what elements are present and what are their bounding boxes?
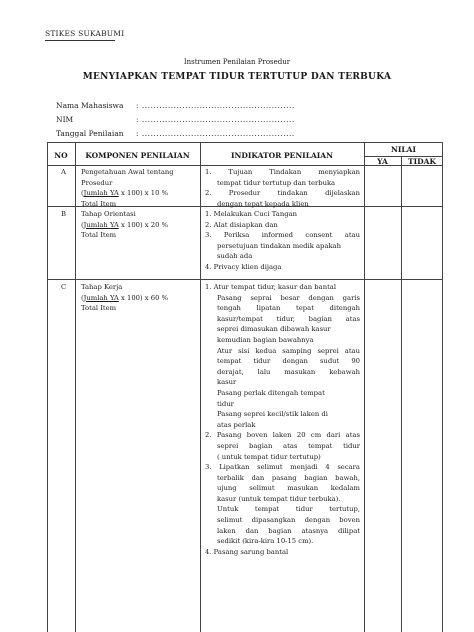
row-b-component — [81, 209, 199, 241]
indicator-line: Pasang seprai besar dengan garis — [217, 293, 360, 302]
header-no: NO — [54, 151, 68, 160]
header-score: NILAI — [391, 145, 416, 154]
indicator-line: tempat tidur tertutup dan terbuka — [217, 178, 336, 187]
row-c-component — [81, 282, 199, 314]
indicator-line: Pasang perlak ditengah tempat — [217, 388, 325, 397]
indicator-line: sedikit (kira-kira 10-15 cm). — [217, 537, 314, 546]
document-subtitle: Instrumen Penilaian Prosedur — [183, 58, 291, 66]
indicator-line: seprei dimasukan dibawah kasur — [217, 325, 331, 334]
indicator-line: 2. Pasang boven laken 20 cm dari atas — [205, 431, 360, 440]
col-divider — [364, 142, 365, 632]
indicator-line: persetujuan tindakan medik apakah — [217, 241, 341, 250]
header-indicator: INDIKATOR PENILAIAN — [231, 151, 333, 160]
indicator-line: dengan tepat kepada klien — [217, 199, 309, 208]
indicator-line: kasur — [217, 378, 237, 387]
field-label: Nama Mahasiswa — [56, 101, 124, 110]
indicator-line: 1. Atur tempat tidur, kasur dan bantal — [205, 283, 337, 291]
header-component: KOMPONEN PENILAIAN — [85, 151, 190, 160]
field-label: NIM — [56, 115, 74, 124]
row-a-indicators — [205, 167, 360, 209]
component-formula: (Jumlah YA x 100) x 60 % — [81, 293, 169, 302]
assessment-table — [47, 142, 443, 632]
indicator-line: kemudian bagian bawahnya — [217, 335, 314, 344]
indicator-line: 3. Lipatkan selimut menjadi 4 secara — [205, 463, 360, 472]
indicator-line: terbalik dan pasang bagian bawah, — [217, 473, 360, 482]
indicator-line: atas perlak — [217, 420, 256, 429]
row-b-no: B — [61, 210, 66, 218]
indicator-line: sudah ada — [217, 252, 253, 261]
field-value: : ..................................................... — [136, 129, 295, 138]
indicator-line: seprei bagian atas tempat tidur — [217, 441, 360, 450]
row-c-no: C — [61, 283, 67, 291]
component-name: Pengetahuan Awal tentang — [81, 168, 174, 176]
field-nim — [56, 115, 295, 124]
indicator-line: 1. Tujuan Tindakan menyiapkan — [205, 168, 360, 176]
component-total: Total Item — [81, 304, 117, 313]
indicator-line: kasur (untuk tempat tidur terbuka). — [217, 494, 341, 503]
row-a-no: A — [61, 168, 66, 176]
component-total: Total Item — [81, 199, 117, 208]
indicator-line: 3. Periksa informed consent atau — [205, 231, 360, 240]
indicator-line: 2. Prosedur tindakan dijelaskan — [205, 189, 360, 198]
component-formula: (Jumlah YA x 100) x 10 % — [81, 189, 169, 198]
component-name-cont: Prosedur — [81, 178, 113, 187]
institution-underline — [45, 40, 115, 41]
row-b-indicators — [205, 209, 360, 273]
component-name: Tahap Orientasi — [81, 210, 136, 218]
row-c-indicators — [205, 282, 360, 557]
component-total: Total Item — [81, 231, 117, 240]
indicator-line: ujung selimut masukan kedalam — [217, 484, 360, 493]
indicator-line: 2. Alat disiapkan dan — [205, 220, 278, 229]
indicator-line: 4. Pasang sarung bantal — [205, 547, 289, 556]
field-value: : ..................................................... — [136, 101, 295, 110]
component-name: Tahap Kerja — [81, 283, 123, 291]
table-border-right — [442, 142, 443, 632]
indicator-line: 1. Melakukan Cuci Tangan — [205, 210, 297, 218]
header-no-col: TIDAK — [408, 157, 436, 166]
row-divider — [47, 279, 443, 280]
indicator-line: tidur — [217, 399, 234, 408]
indicator-line: ( untuk tempat tidur tertutup) — [217, 452, 321, 461]
indicator-line: Atur sisi kedua samping seprei atau — [217, 346, 360, 355]
indicator-line: Pasang seprei kecil/stik laken di — [217, 410, 328, 419]
table-border-top — [47, 142, 443, 143]
document-title: MENYIAPKAN TEMPAT TIDUR TERTUTUP DAN TERBUKA — [82, 72, 392, 82]
col-divider — [200, 142, 201, 632]
field-student-name — [56, 101, 295, 110]
field-value: : ..................................................... — [136, 115, 295, 124]
indicator-line: tengah lipatan tepat ditengah — [217, 304, 360, 313]
indicator-line: Untuk tempat tidur tertutup, — [217, 505, 360, 514]
field-label: Tanggal Penilaian — [56, 129, 124, 138]
indicator-line: selimut dipasangkan dengan boven — [217, 516, 360, 525]
indicator-line: derajat, lalu masukan kebawah — [217, 367, 360, 376]
indicator-line: 4. Privacy klien dijaga — [205, 262, 282, 271]
institution-name: STIKES SUKABUMI — [45, 29, 125, 38]
table-border-left — [47, 142, 48, 632]
field-assessment-date — [56, 129, 295, 138]
col-divider — [75, 142, 76, 632]
indicator-line: laken dan bagian atasnya dilipat — [217, 526, 360, 535]
component-formula: (Jumlah YA x 100) x 20 % — [81, 220, 169, 229]
row-a-component — [81, 167, 199, 209]
col-divider — [401, 156, 402, 632]
header-yes: YA — [377, 157, 388, 166]
indicator-line: kasur/tempat tidur, bagian atas — [217, 314, 360, 323]
indicator-line: tempat tidur dengan sudut 90 — [217, 357, 360, 366]
